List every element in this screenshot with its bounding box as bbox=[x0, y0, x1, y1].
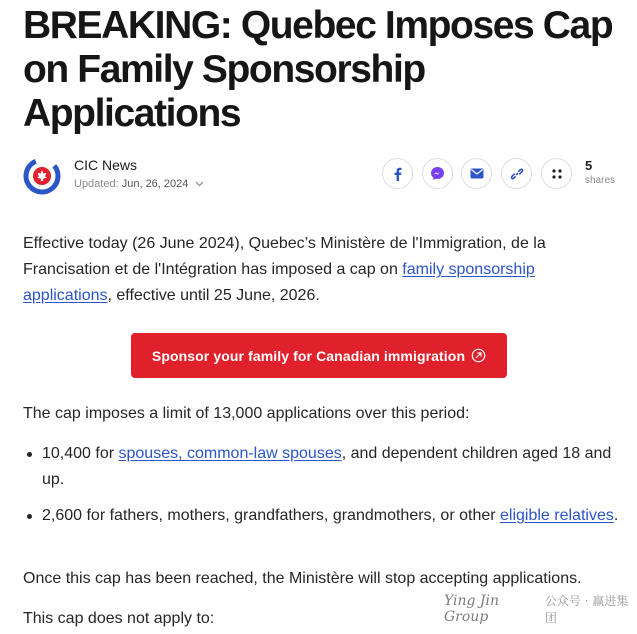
watermark-sub: 公众号 · 赢进集团 bbox=[544, 594, 629, 625]
cap-reached-text: Once this cap has been reached, the Ministère will stop accepting applications. bbox=[23, 570, 582, 587]
bullet1-text-1: 10,400 for bbox=[42, 445, 119, 462]
more-icon bbox=[551, 168, 563, 180]
link-icon bbox=[510, 167, 524, 181]
watermark bbox=[444, 594, 634, 624]
intro-paragraph bbox=[23, 231, 623, 309]
cap-breakdown-list bbox=[23, 441, 623, 529]
article-headline: BREAKING: Quebec Imposes Cap on Family Sponsorship Applications bbox=[23, 4, 613, 135]
updated-date-value: Jun, 26, 2024 bbox=[121, 178, 189, 190]
share-count-label: shares bbox=[585, 175, 616, 186]
spouses-link[interactable]: spouses, common-law spouses bbox=[118, 445, 342, 462]
more-share-button[interactable] bbox=[541, 158, 572, 189]
author-name[interactable]: CIC News bbox=[74, 157, 138, 173]
eligible-relatives-link[interactable]: eligible relatives bbox=[500, 507, 614, 524]
email-share-button[interactable] bbox=[461, 158, 492, 189]
bullet2-text-2: . bbox=[613, 507, 619, 524]
list-item bbox=[23, 503, 623, 529]
updated-date[interactable] bbox=[74, 178, 204, 190]
cta-label: Sponsor your family for Canadian immigration bbox=[151, 347, 466, 364]
updated-label: Updated: bbox=[74, 178, 119, 190]
cap-exclusions-heading: This cap does not apply to: bbox=[23, 610, 215, 627]
messenger-share-button[interactable] bbox=[422, 158, 453, 189]
chevron-down-icon[interactable] bbox=[195, 181, 204, 187]
messenger-icon bbox=[430, 166, 445, 181]
copy-link-button[interactable] bbox=[501, 158, 532, 189]
facebook-icon bbox=[393, 167, 402, 181]
bullet2-text-1: 2,600 for fathers, mothers, grandfathers, grandmothers, or other bbox=[42, 507, 501, 524]
email-icon bbox=[470, 168, 484, 179]
sponsor-family-cta-button[interactable] bbox=[131, 333, 507, 378]
cap-limit-text: The cap imposes a limit of 13,000 applications over this period: bbox=[23, 405, 470, 422]
family-sponsorship-link[interactable]: family sponsorship applications bbox=[23, 261, 535, 304]
list-item bbox=[23, 441, 623, 493]
cic-news-logo-icon[interactable] bbox=[23, 157, 61, 195]
intro-text-2: , effective until 25 June, 2026. bbox=[107, 287, 320, 304]
watermark-text: Ying Jin Group bbox=[444, 593, 500, 625]
facebook-share-button[interactable] bbox=[382, 158, 413, 189]
share-count: 5 bbox=[585, 158, 593, 173]
external-arrow-icon bbox=[471, 348, 486, 363]
bullet1-text-2: , and dependent children aged 18 and up. bbox=[42, 445, 612, 488]
author-row bbox=[23, 156, 623, 196]
intro-text-1: Effective today (26 June 2024), Quebec’s Ministère de l'Immigration, de la Francisation et de l'Intégration has imposed a cap on bbox=[23, 235, 546, 278]
